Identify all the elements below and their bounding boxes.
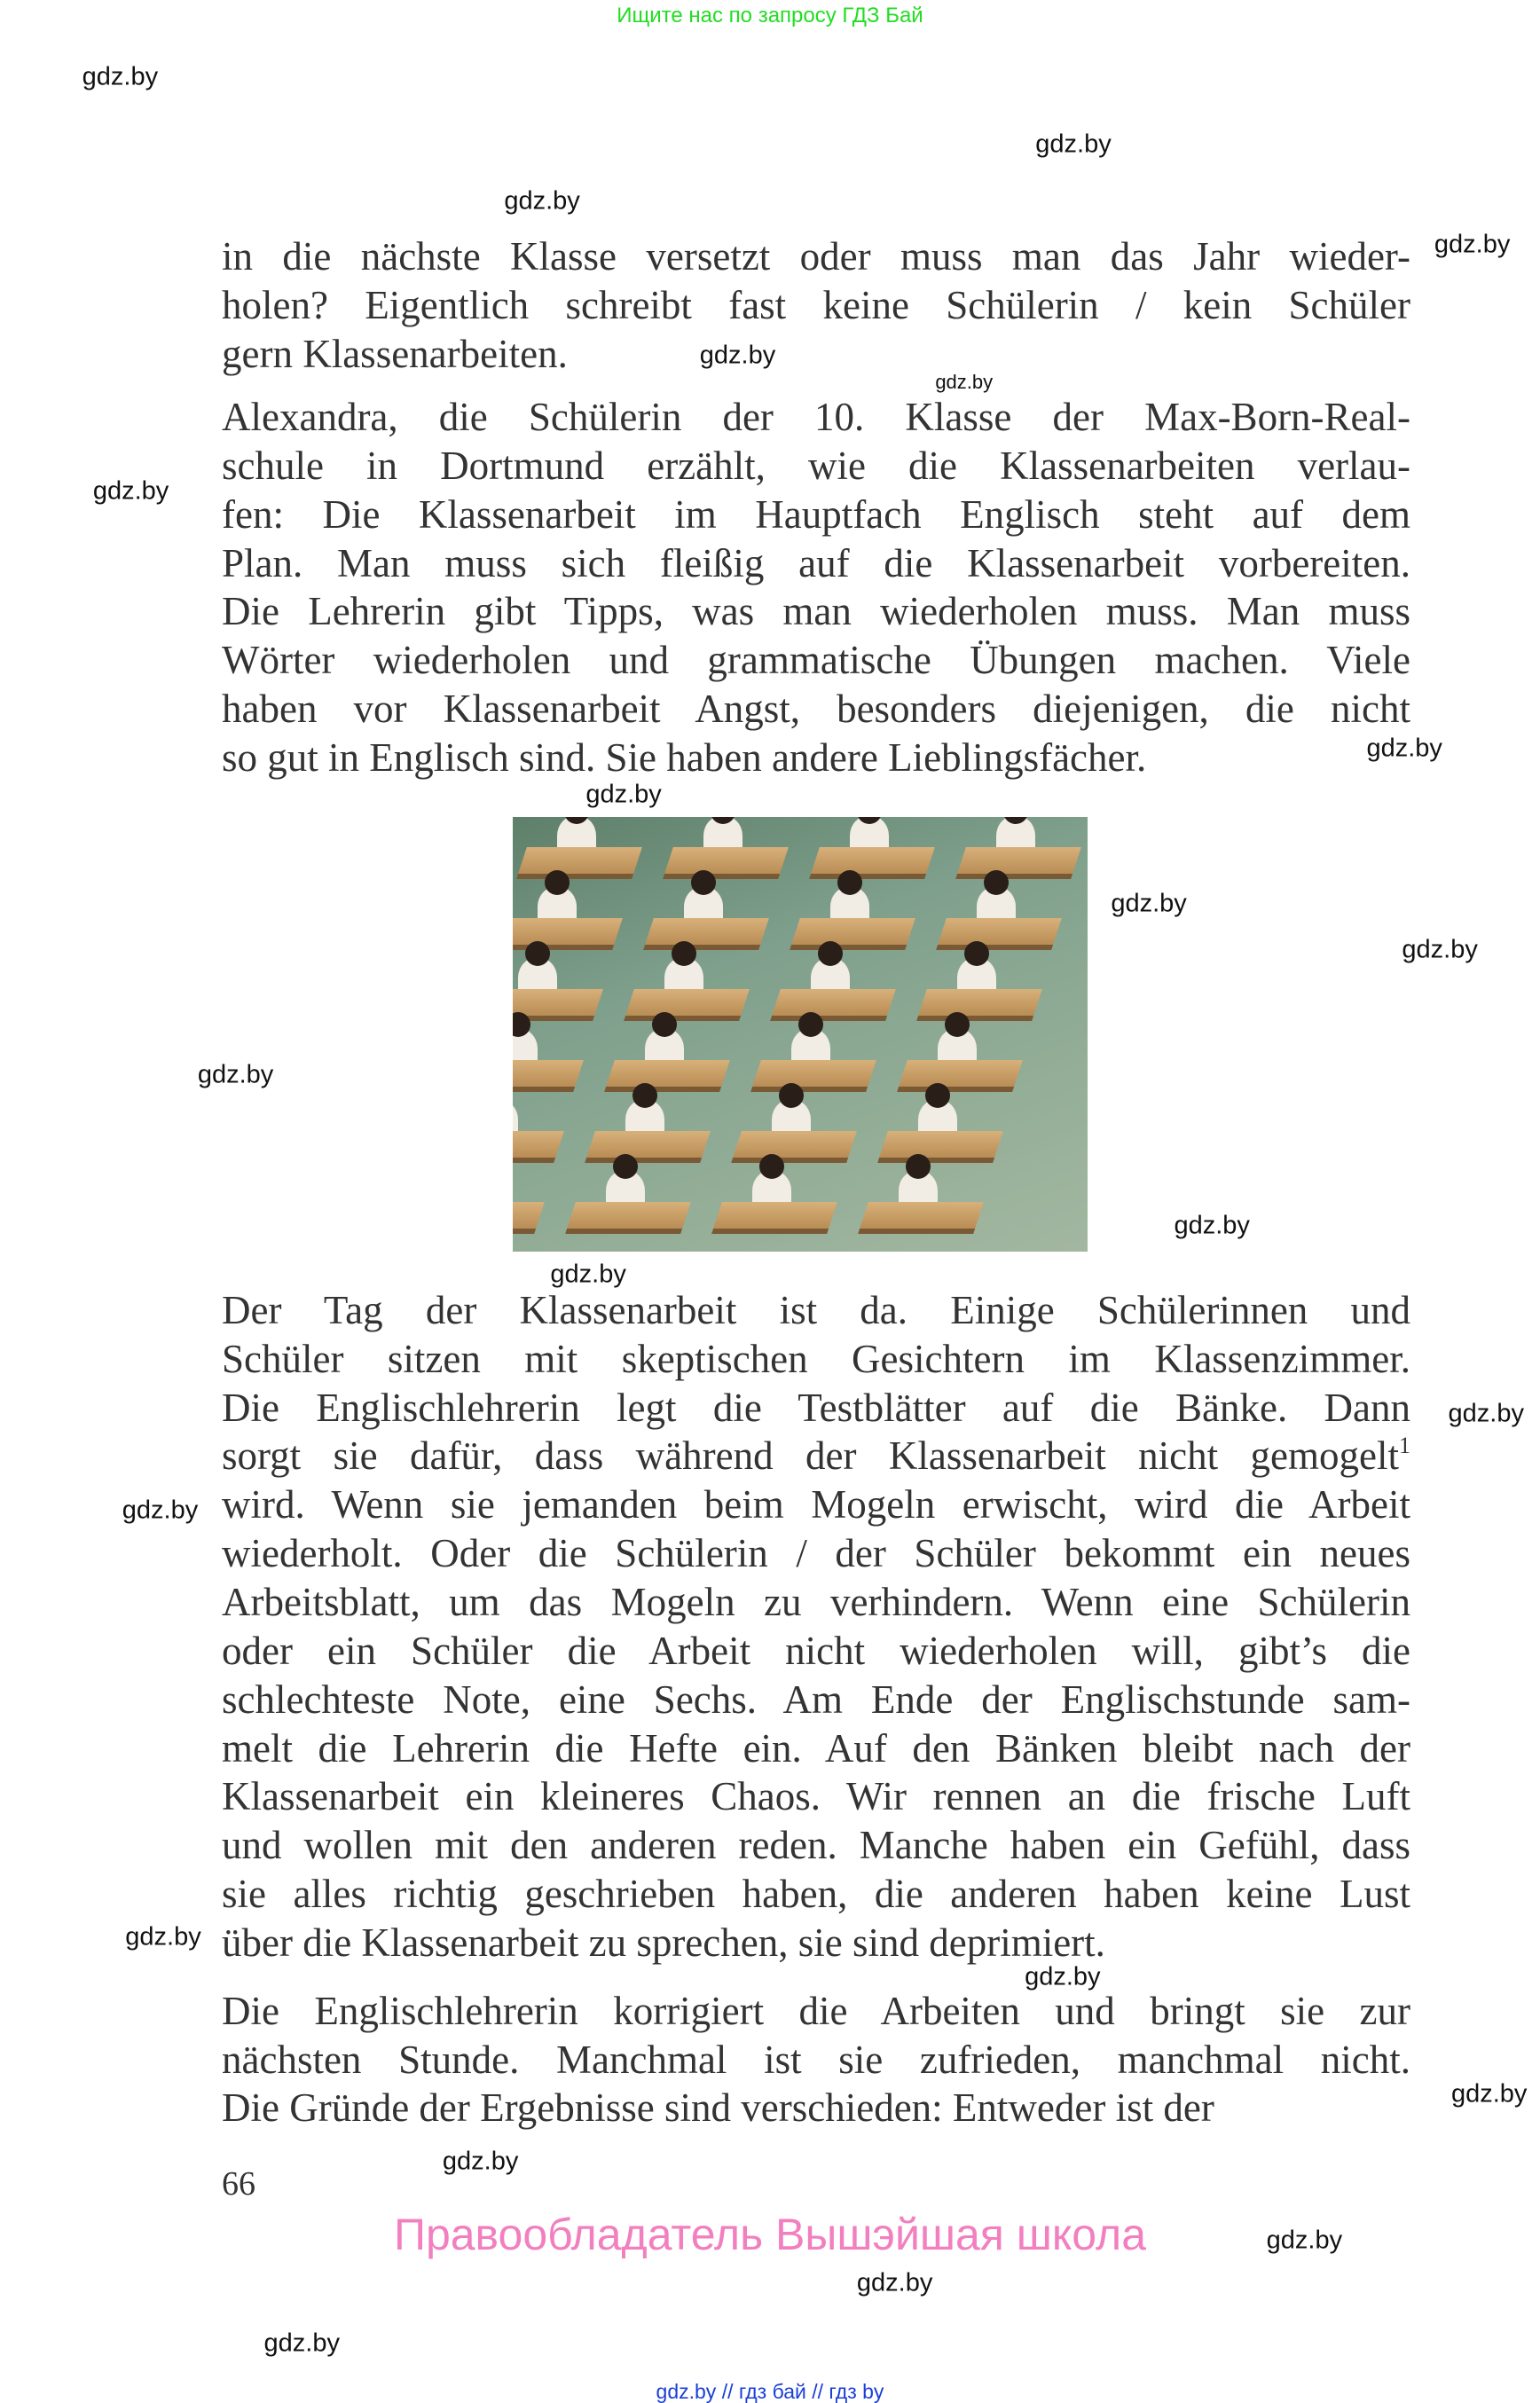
watermark: gdz.by	[92, 476, 169, 506]
text-line	[222, 2085, 1214, 2131]
footer-links[interactable]: gdz.by // гдз бай // гдз by	[656, 2380, 884, 2403]
desk	[790, 918, 915, 950]
text-line	[222, 1677, 1410, 1722]
text-line-content: Klassenarbeit ein kleineres Chaos. Wir rennen an die frische Luft	[222, 1774, 1410, 1819]
desk	[955, 847, 1081, 879]
page-number: 66	[222, 2165, 255, 2203]
text-line	[222, 1531, 1410, 1576]
text-line	[222, 283, 1410, 328]
desk	[513, 1131, 564, 1163]
desk	[770, 989, 896, 1021]
text-line-content: wiederholt. Oder die Schülerin / der Schüler bekommt ein neues	[222, 1531, 1410, 1576]
text-line	[222, 589, 1410, 634]
text-line-content: Alexandra, die Schülerin der 10. Klasse der Max-Born-Real-	[222, 394, 1410, 439]
watermark: gdz.by	[935, 370, 994, 393]
text-line-content: wird. Wenn sie jemanden beim Mogeln erwischt, wird die Arbeit	[222, 1482, 1410, 1527]
student-head	[798, 1012, 823, 1037]
desk	[809, 847, 935, 879]
student-head	[964, 941, 989, 966]
text-line-content: Die Englischlehrerin legt die Testblätter auf die Bänke. Dann	[222, 1385, 1410, 1430]
watermark: gdz.by	[1035, 130, 1112, 159]
student-head	[691, 870, 716, 895]
desk	[513, 1202, 545, 1234]
watermark: gdz.by	[585, 780, 662, 809]
watermark: gdz.by	[1434, 230, 1511, 259]
text-line-content: schlechteste Note, eine Sechs. Am Ende der Englischstunde sam-	[222, 1677, 1410, 1722]
desk	[897, 1060, 1023, 1092]
student-head	[525, 941, 550, 966]
watermark: gdz.by	[1174, 1211, 1250, 1240]
text-line	[222, 1872, 1410, 1917]
watermark: gdz.by	[504, 186, 580, 216]
text-line	[222, 1725, 1410, 1771]
text-line	[222, 687, 1410, 732]
text-line-content: und wollen mit den anderen reden. Manche haben ein Gefühl, dass	[222, 1823, 1410, 1868]
text-line-content: haben vor Klassenarbeit Angst, besonders diejenigen, die nicht	[222, 687, 1410, 732]
text-line-content: in die nächste Klasse versetzt oder muss man das Jahr wieder-	[222, 234, 1410, 279]
desk	[663, 847, 789, 879]
desk	[516, 847, 642, 879]
desk	[731, 1131, 857, 1163]
text-line	[222, 638, 1410, 683]
footnote-marker[interactable]: 1	[1399, 1433, 1410, 1459]
text-line-content: fen: Die Klassenarbeit im Hauptfach Englisch steht auf dem	[222, 491, 1410, 537]
text-line	[222, 1628, 1410, 1673]
text-line	[222, 1823, 1410, 1868]
student-head	[818, 941, 843, 966]
classroom-exam-photo	[513, 817, 1088, 1252]
student-head	[945, 1012, 970, 1037]
watermark: gdz.by	[1366, 734, 1442, 763]
student-head	[984, 870, 1009, 895]
student-head	[925, 1083, 950, 1108]
text-line	[222, 1774, 1410, 1819]
text-line	[222, 1920, 1105, 1965]
student-head	[672, 941, 696, 966]
watermark: gdz.by	[263, 2328, 340, 2358]
student-head	[545, 870, 570, 895]
text-line-content: oder ein Schüler die Arbeit nicht wiederholen will, gibt’s die	[222, 1628, 1410, 1673]
text-line-content: melt die Lehrerin die Hefte ein. Auf den Bänken bleibt nach der	[222, 1725, 1410, 1771]
text-line-content: holen? Eigentlich schreibt fast keine Schülerin / kein Schüler	[222, 283, 1410, 328]
text-line	[222, 540, 1410, 585]
text-line-content: Schüler sitzen mit skeptischen Gesichtern im Klassenzimmer.	[222, 1336, 1410, 1381]
text-line	[222, 2037, 1410, 2082]
student-head	[779, 1083, 804, 1108]
text-line-content: über die Klassenarbeit zu sprechen, sie sind deprimiert.	[222, 1920, 1105, 1965]
student-head	[652, 1012, 677, 1037]
desk	[858, 1202, 984, 1234]
desk	[711, 1202, 837, 1234]
text-line	[222, 1336, 1410, 1381]
top-banner[interactable]: Ищите нас по запросу ГДЗ Бай	[617, 4, 923, 27]
watermark: gdz.by	[550, 1260, 626, 1289]
text-line	[222, 234, 1410, 279]
desk	[604, 1060, 730, 1092]
desk	[936, 918, 1062, 950]
watermark: gdz.by	[82, 62, 159, 91]
watermark: gdz.by	[442, 2147, 519, 2176]
text-line-content: Die Lehrerin gibt Tipps, was man wiederholen muss. Man muss	[222, 589, 1410, 634]
desk	[877, 1131, 1003, 1163]
text-line-content: sie alles richtig geschrieben haben, die anderen haben keine Lust	[222, 1872, 1410, 1917]
desk	[513, 1060, 584, 1092]
text-line	[222, 1482, 1410, 1527]
text-line	[222, 1579, 1410, 1624]
desk	[643, 918, 769, 950]
desk	[624, 989, 750, 1021]
text-line-content: Wörter wiederholen und grammatische Übungen machen. Viele	[222, 638, 1410, 683]
watermark: gdz.by	[1448, 1399, 1524, 1428]
text-line-content: nächsten Stunde. Manchmal ist sie zufrieden, manchmal nicht.	[222, 2037, 1410, 2082]
student-head	[632, 1083, 657, 1108]
text-line-content: Arbeitsblatt, um das Mogeln zu verhindern. Wenn eine Schülerin	[222, 1579, 1410, 1624]
watermark: gdz.by	[1450, 2079, 1528, 2109]
watermark: gdz.by	[1266, 2226, 1343, 2255]
desk	[585, 1131, 711, 1163]
text-line	[222, 1287, 1410, 1332]
text-line	[222, 1433, 1410, 1479]
text-line	[222, 734, 1147, 780]
text-line	[222, 443, 1410, 488]
desk	[750, 1060, 876, 1092]
watermark: gdz.by	[856, 2268, 933, 2297]
text-line-content: Der Tag der Klassenarbeit ist da. Einige Schülerinnen und	[222, 1287, 1410, 1332]
student-head	[613, 1154, 638, 1179]
watermark: gdz.by	[1402, 935, 1478, 964]
watermark: gdz.by	[1111, 889, 1187, 918]
watermark: gdz.by	[197, 1060, 274, 1089]
desk	[565, 1202, 691, 1234]
student-head	[759, 1154, 784, 1179]
publisher-notice: Правообладатель Вышэйшая школа	[394, 2210, 1146, 2259]
student-head	[837, 870, 862, 895]
watermark: gdz.by	[699, 341, 776, 370]
watermark: gdz.by	[122, 1496, 199, 1525]
text-line	[222, 1988, 1410, 2033]
text-line-content: schule in Dortmund erzählt, wie die Klassenarbeiten verlau-	[222, 443, 1410, 488]
student-head	[906, 1154, 931, 1179]
text-line-content: so gut in Englisch sind. Sie haben andere Lieblingsfächer.	[222, 734, 1147, 780]
watermark: gdz.by	[125, 1922, 201, 1951]
text-line-content: sorgt sie dafür, dass während der Klassenarbeit nicht gemogelt	[222, 1433, 1399, 1479]
desk	[916, 989, 1042, 1021]
text-line-content: Plan. Man muss sich fleißig auf die Klassenarbeit vorbereiten.	[222, 540, 1410, 585]
text-line-content: Die Gründe der Ergebnisse sind verschieden: Entweder ist der	[222, 2085, 1214, 2131]
text-line	[222, 394, 1410, 439]
text-line	[222, 491, 1410, 537]
text-line-content: Die Englischlehrerin korrigiert die Arbeiten und bringt sie zur	[222, 1988, 1410, 2033]
text-line	[222, 1385, 1410, 1430]
text-line-content: gern Klassenarbeiten.	[222, 332, 568, 377]
text-line	[222, 332, 568, 377]
watermark: gdz.by	[1025, 1962, 1101, 1991]
